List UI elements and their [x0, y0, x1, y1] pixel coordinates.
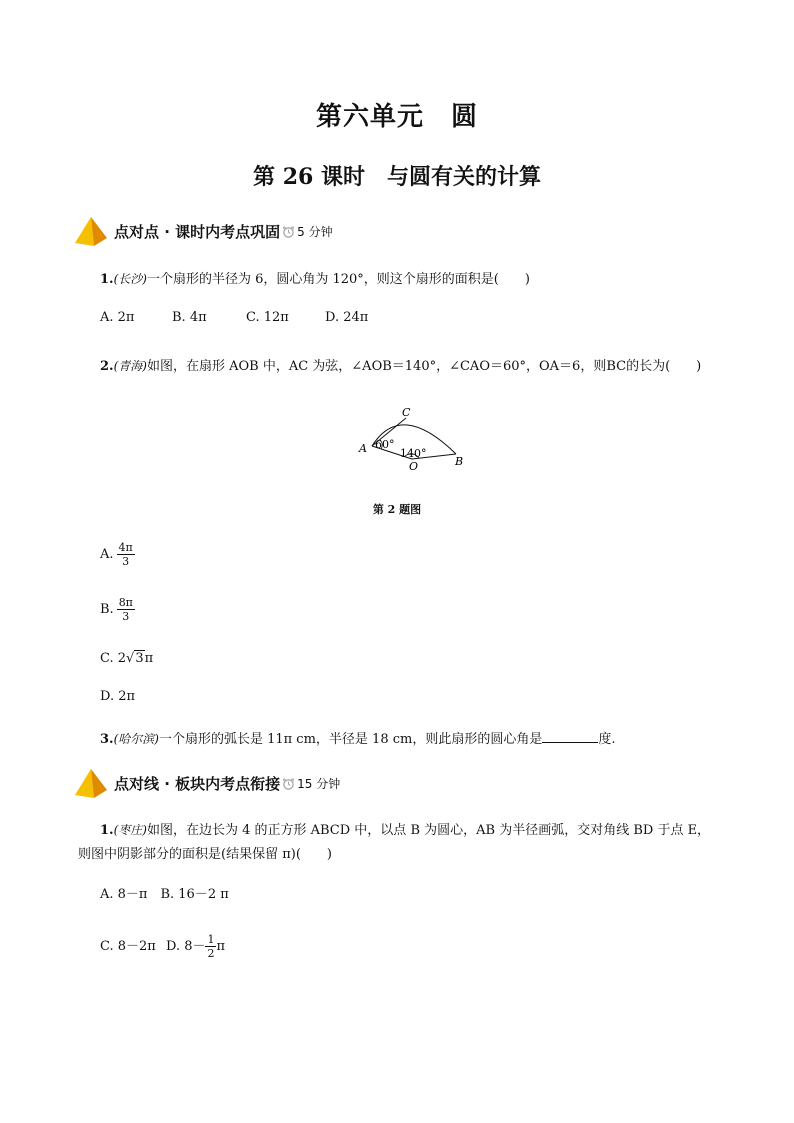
option-suffix: π: [144, 651, 154, 666]
question-number: 1.: [100, 272, 114, 287]
question-2-option-a: [100, 541, 135, 568]
question-2-option-d: D. 2π: [100, 689, 136, 704]
question-2: [100, 357, 701, 376]
pyramid-icon: [74, 216, 108, 246]
figure-caption: 第 2 题图: [372, 503, 422, 516]
question-text-end: 度.: [598, 732, 616, 747]
option-d: D. 24π: [325, 310, 369, 325]
sector-figure: [356, 402, 466, 472]
label-b: B: [455, 455, 464, 468]
question-source: (青海): [113, 359, 147, 373]
question-number: 3.: [100, 732, 114, 747]
option-prefix: C. 2: [100, 651, 127, 666]
question-1-options: [100, 309, 368, 327]
sqrt-sign: √: [126, 651, 135, 666]
numerator: 1: [207, 933, 215, 946]
question-3: [100, 729, 615, 749]
label-angle-o: 140°: [400, 447, 427, 460]
question-2-option-b: [100, 596, 135, 623]
lesson-title: 第 26 课时 与圆有关的计算: [253, 164, 541, 190]
numerator: 8π: [118, 596, 133, 609]
section2-question-1-line2: 则图中阴影部分的面积是(结果保留 π)( ): [78, 847, 332, 862]
question-text: 如图，在扇形 AOB 中，AC 为弦，∠AOB＝140°，∠CAO＝60°，OA＝6，则BC的长为( ): [146, 359, 702, 374]
alarm-clock-icon: [282, 225, 295, 238]
option-c: C. 12π: [246, 310, 289, 325]
option-d-suffix: π: [216, 939, 226, 954]
fraction: [205, 933, 216, 960]
section-label: 点对点 · 课时内考点巩固: [114, 222, 281, 241]
unit-title: 第六单元 圆: [315, 102, 478, 132]
question-source: (枣庄): [113, 823, 147, 837]
question-text: 一个扇形的弧长是 11π cm，半径是 18 cm，则此扇形的圆心角是: [158, 732, 543, 747]
label-angle-a: 60°: [375, 438, 395, 451]
section2-question-1: [100, 821, 710, 840]
section-duration: 15 分钟: [297, 776, 341, 791]
question-text: 一个扇形的半径为 6，圆心角为 120°，则这个扇形的面积是( ): [146, 272, 530, 287]
radicand: 3: [135, 651, 144, 666]
section-duration: 5 分钟: [297, 224, 333, 239]
option-a: A. 2π: [100, 310, 135, 325]
option-b: B. 4π: [172, 310, 207, 325]
fraction: [117, 541, 135, 568]
question-2-option-c: [100, 650, 153, 668]
question-1: [100, 270, 530, 289]
question-source: (哈尔滨): [113, 732, 159, 746]
option-prefix: B.: [100, 602, 114, 617]
question-number: 2.: [100, 359, 114, 374]
option-d-prefix: D. 8－: [165, 939, 206, 954]
pyramid-icon: [74, 768, 108, 798]
section-header-1: [74, 216, 333, 246]
label-c: C: [402, 406, 411, 419]
denominator: 3: [122, 555, 130, 568]
denominator: 3: [122, 610, 130, 623]
question-source: (长沙): [113, 272, 147, 286]
alarm-clock-icon: [282, 777, 295, 790]
question-text-line1: 如图，在边长为 4 的正方形 ABCD 中，以点 B 为圆心，AB 为半径画弧，交对角线 BD 于点 E，: [146, 823, 711, 838]
option-c: C. 8－2π: [100, 939, 156, 954]
answer-blank[interactable]: [542, 729, 598, 743]
section-header-2: [74, 768, 340, 798]
fraction: [117, 596, 135, 623]
question-number: 1.: [100, 823, 114, 838]
section-label: 点对线 · 板块内考点衔接: [114, 774, 281, 793]
label-o: O: [409, 460, 419, 472]
numerator: 4π: [118, 541, 133, 554]
label-a: A: [359, 442, 367, 455]
section2-question-1-options-ab: A. 8－π B. 16－2 π: [100, 887, 229, 902]
option-prefix: A.: [100, 547, 114, 562]
denominator: 2: [207, 947, 215, 960]
section2-question-1-options-cd: [100, 933, 225, 960]
